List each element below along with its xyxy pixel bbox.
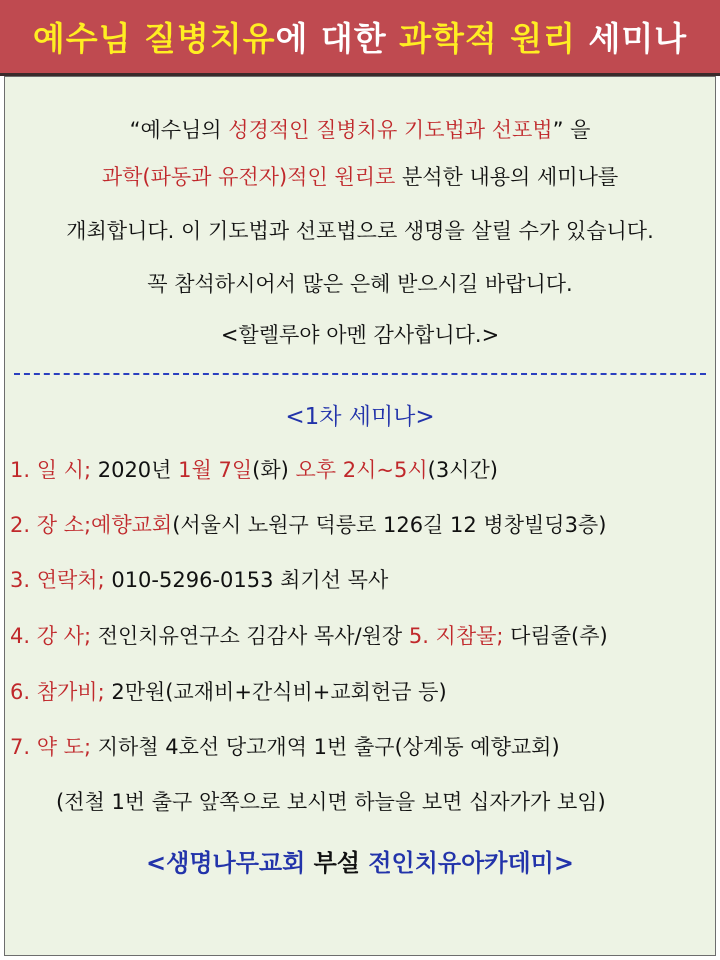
- intro-1b: 성경적인 질병치유 기도법과 선포법: [228, 118, 553, 142]
- directions-note: (전철 1번 출구 앞쪽으로 보시면 하늘을 보면 십자가가 보임): [56, 790, 606, 814]
- intro-1a: “예수님의: [129, 118, 229, 142]
- contact-label: 3. 연락처;: [10, 568, 105, 592]
- page-title-banner: [0, 0, 720, 76]
- intro-line-3: 개최합니다. 이 기도법과 선포법으로 생명을 살릴 수가 있습니다.: [66, 219, 654, 243]
- datetime-label: 1. 일 시;: [10, 458, 92, 482]
- detail-contact: [10, 564, 388, 594]
- footer-church: <생명나무교회: [146, 849, 306, 877]
- supplies-value: 다림줄(추): [503, 624, 608, 648]
- intro-line-2: [0, 161, 720, 191]
- detail-speaker: [10, 620, 608, 650]
- directions-value: 지하철 4호선 당고개역 1번 출구(상계동 예향교회): [91, 735, 560, 759]
- detail-fee: [10, 676, 447, 706]
- footer-close: >: [553, 849, 574, 877]
- venue-address: (서울시 노원구 덕릉로 126길 12 병창빌딩3층): [172, 513, 607, 537]
- detail-datetime: [10, 454, 498, 484]
- datetime-duration: (3시간): [427, 458, 498, 482]
- footer-affiliated: 부설: [305, 849, 369, 877]
- footer-organizer: [0, 843, 720, 878]
- intro-2b: 분석한 내용의 세미나를: [395, 165, 619, 189]
- title-part-2: 에 대한: [275, 19, 400, 58]
- datetime-date: 1월 7일: [178, 458, 253, 482]
- detail-directions: [10, 731, 560, 761]
- fee-value: 2만원(교재비+간식비+교회헌금 등): [104, 680, 447, 704]
- datetime-year: 2020년: [91, 458, 179, 482]
- venue-label: 2. 장 소;예향교회: [10, 513, 173, 537]
- dashed-divider: [14, 373, 706, 375]
- supplies-label: 5. 지참물;: [408, 624, 504, 648]
- datetime-time: 오후 2시~5시: [295, 458, 428, 482]
- intro-line-4: 꼭 참석하시어서 많은 은혜 받으시길 바랍니다.: [147, 272, 573, 296]
- fee-label: 6. 참가비;: [10, 680, 105, 704]
- intro-2a: 과학(파동과 유전자)적인 원리로: [101, 165, 396, 189]
- contact-value: 010-5296-0153 최기선 목사: [104, 568, 389, 592]
- speaker-label: 4. 강 사;: [10, 624, 92, 648]
- title-part-1: 예수님 질병치유: [32, 19, 276, 58]
- speaker-value: 전인치유연구소 김감사 목사/원장: [91, 624, 409, 648]
- datetime-day: (화): [252, 458, 296, 482]
- detail-venue: [10, 509, 606, 539]
- title-part-3: 과학적 원리: [399, 19, 577, 58]
- intro-line-1: [0, 114, 720, 144]
- seminar-title: <1차 세미나>: [285, 404, 435, 430]
- intro-1c: ” 을: [552, 118, 591, 142]
- footer-academy: 전인치유아카데미: [368, 849, 554, 877]
- title-part-4: 세미나: [576, 19, 688, 58]
- intro-line-5: <할렐루야 아멘 감사합니다.>: [220, 323, 500, 347]
- directions-label: 7. 약 도;: [10, 735, 92, 759]
